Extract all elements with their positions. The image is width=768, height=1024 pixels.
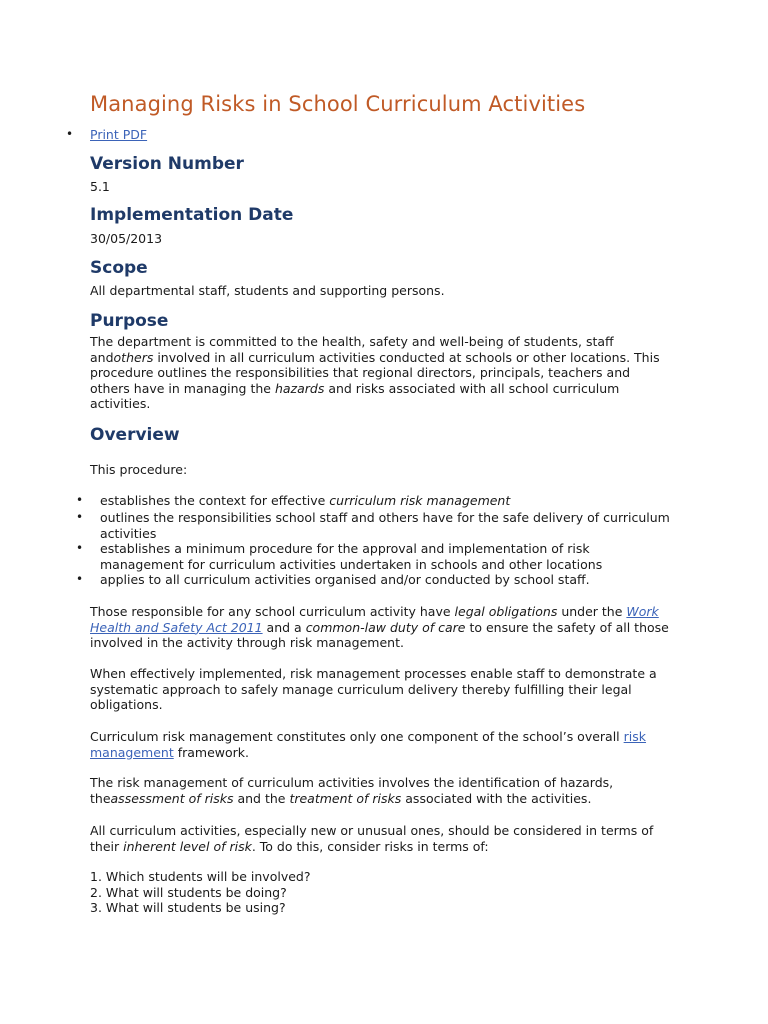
- question-list: [90, 869, 680, 916]
- question-item: 3. What will students be using?: [90, 900, 286, 915]
- text-fragment: and risks associated with all school curriculum: [324, 380, 620, 396]
- paragraph-line: [90, 791, 680, 807]
- text-fragment: framework.: [173, 744, 249, 760]
- text-fragment: establishes the context for effective: [100, 493, 330, 508]
- text-fragment: and a: [262, 619, 306, 635]
- emphasis-text: others: [113, 349, 154, 365]
- emphasis-text: treatment of risks: [289, 790, 402, 806]
- bullet-icon: •: [66, 127, 74, 141]
- purpose-line: [90, 381, 680, 397]
- paragraph-line: obligations.: [90, 697, 163, 712]
- list-item-line: [100, 493, 680, 509]
- text-fragment: . To do this, consider risks in terms of:: [251, 838, 489, 854]
- emphasis-text: legal obligations: [454, 604, 558, 619]
- text-fragment: under the: [557, 604, 627, 619]
- question-item: 2. What will students be doing?: [90, 884, 287, 900]
- emphasis-text: hazards: [274, 380, 325, 396]
- overview-heading: Overview: [90, 425, 180, 445]
- purpose-heading: Purpose: [90, 311, 169, 331]
- text-fragment: Those responsible for any school curriculum activity have: [90, 604, 455, 619]
- list-item-line: establishes a minimum procedure for the approval and implementation of risk: [100, 541, 590, 556]
- version-value: 5.1: [90, 179, 110, 194]
- text-fragment: others have in managing the: [90, 380, 275, 396]
- text-fragment: involved in all curriculum activities conducted at schools or other locations. This: [153, 349, 660, 365]
- emphasis-text: common-law duty of care: [305, 619, 466, 635]
- list-item: [100, 493, 680, 509]
- risk-management-link[interactable]: risk: [623, 729, 647, 744]
- text-fragment: and: [90, 349, 114, 365]
- paragraph-line: [90, 745, 680, 761]
- purpose-paragraph: [90, 334, 680, 412]
- paragraph-line: [90, 839, 680, 855]
- page-title: Managing Risks in School Curriculum Activities: [90, 92, 586, 116]
- emphasis-text: curriculum risk management: [329, 493, 511, 508]
- list-item-line: outlines the responsibilities school staff and others have for the safe delivery of curriculum: [100, 510, 670, 525]
- text-fragment: Curriculum risk management constitutes only one component of the school’s overall: [90, 729, 624, 744]
- bullet-icon: •: [76, 510, 84, 524]
- bullet-icon: •: [76, 541, 84, 555]
- paragraph-line: [90, 729, 680, 745]
- paragraph-line: All curriculum activities, especially new or unusual ones, should be considered in terms of: [90, 823, 654, 838]
- bullet-icon: •: [76, 493, 84, 507]
- list-item-line: activities: [100, 525, 157, 541]
- implementation-value: 30/05/2013: [90, 231, 163, 246]
- emphasis-text: assessment of risks: [110, 790, 234, 806]
- whs-act-link[interactable]: Work: [626, 604, 659, 619]
- purpose-line: procedure outlines the responsibilities that regional directors, principals, teachers and: [90, 365, 631, 380]
- purpose-line: The department is committed to the health, safety and well-being of students, staff: [90, 334, 614, 349]
- purpose-line: activities.: [90, 396, 151, 411]
- overview-paragraph: [90, 823, 680, 854]
- emphasis-text: inherent level of risk: [123, 838, 252, 854]
- list-item-line: applies to all curriculum activities organised and/or conducted by school staff.: [100, 572, 590, 587]
- version-heading: Version Number: [90, 154, 244, 174]
- overview-intro: This procedure:: [90, 462, 188, 477]
- paragraph-line: [90, 604, 680, 620]
- whs-act-link[interactable]: Health and Safety Act 2011: [90, 619, 263, 635]
- overview-paragraph: [90, 775, 680, 806]
- risk-management-link[interactable]: management: [90, 744, 174, 760]
- list-item: [100, 510, 680, 541]
- text-fragment: the: [90, 790, 111, 806]
- bullet-icon: •: [76, 572, 84, 586]
- overview-paragraph: [90, 604, 680, 651]
- list-item-line: management for curriculum activities undertaken in schools and other locations: [100, 556, 603, 572]
- list-item: [100, 541, 680, 572]
- paragraph-line: systematic approach to safely manage curriculum delivery thereby fulfilling their legal: [90, 681, 632, 697]
- implementation-heading: Implementation Date: [90, 205, 294, 225]
- overview-paragraph: [90, 666, 680, 713]
- text-fragment: and the: [233, 790, 290, 806]
- purpose-line: [90, 350, 680, 366]
- paragraph-line: involved in the activity through risk management.: [90, 635, 404, 650]
- text-fragment: their: [90, 838, 124, 854]
- overview-paragraph: [90, 729, 680, 760]
- scope-text: All departmental staff, students and supporting persons.: [90, 283, 445, 298]
- list-item: [100, 572, 680, 588]
- question-item: 1. Which students will be involved?: [90, 869, 311, 884]
- paragraph-line: When effectively implemented, risk management processes enable staff to demonstrate a: [90, 666, 657, 681]
- print-pdf-link[interactable]: Print PDF: [90, 127, 148, 142]
- scope-heading: Scope: [90, 258, 148, 278]
- paragraph-line: [90, 620, 680, 636]
- text-fragment: associated with the activities.: [401, 790, 592, 806]
- text-fragment: to ensure the safety of all those: [465, 619, 669, 635]
- paragraph-line: The risk management of curriculum activities involves the identification of hazards,: [90, 775, 614, 790]
